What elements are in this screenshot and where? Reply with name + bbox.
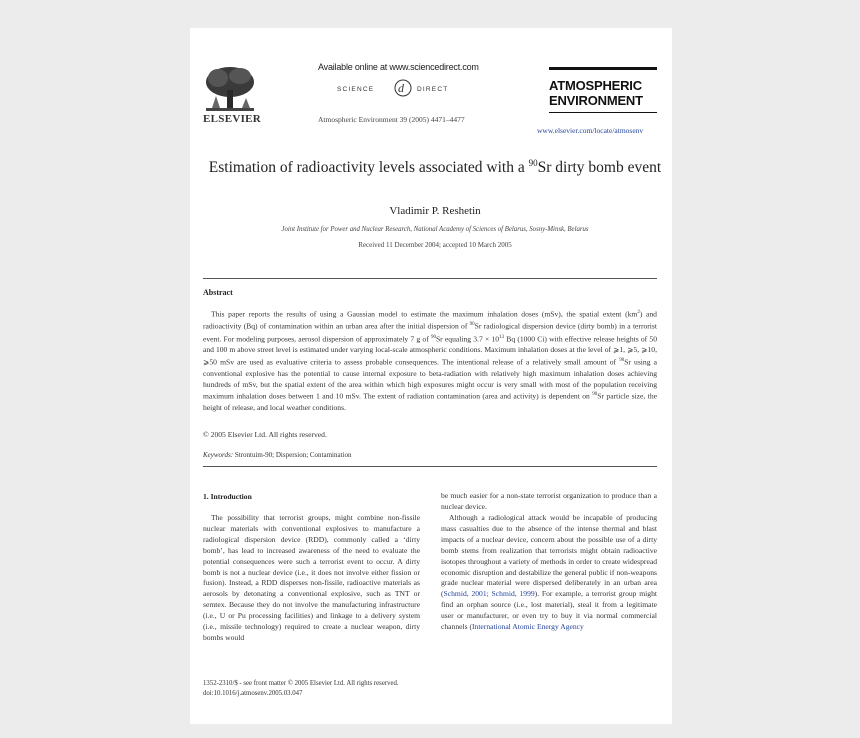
title-text-2: Sr dirty bomb event	[537, 159, 662, 177]
footer-front-matter	[203, 679, 399, 699]
abstract-seg-e: Bq (1000 Ci) with effective release heights of 50 and 100 m above street level is estimated under varying local-scale atmospheric conditions. Maximum inhalation doses at the level of ⩾1, ⩾5, ⩾10, ⩾50 mSv are used as evaluative criteria to assess probable consequences. The intentional release of a relatively small amount of	[203, 334, 658, 367]
abstract-heading: Abstract	[203, 288, 233, 297]
left-column-paragraph: The possibility that terrorist groups, might combine non-fissile nuclear materials with conventional explosives to manufacture a radiological dispersion device (RDD), commonly called a ‘dirty bomb’, has lead to increased awareness of the need to evaluate the potential consequences were such a terrorist event to occur. A dirty bomb is not a nuclear device (i.e., it does not involve either fission or fusion). Instead, a RDD disperses non-fissile, radioactive materials as aerosols by detonating a conventional explosive, such as TNT or semtex. Because they do not involve the manufacturing infrastructure (i.e., U or Pu processing facilities) and linkage to a delivery system (i.e., missile technology) required to create a nuclear weapon, dirty bombs would	[203, 513, 420, 642]
footer-line-1: 1352-2310/$ - see front matter © 2005 Elsevier Ltd. All rights reserved.	[203, 680, 399, 687]
title-superscript: 90	[528, 158, 538, 168]
keywords-label: Keywords:	[203, 451, 234, 459]
citation-iaea-link[interactable]: International Atomic Energy Agency	[472, 622, 584, 632]
article-in-press-banner: ARTICLE IN PRESS	[372, 41, 483, 53]
svg-text:SCIENCE: SCIENCE	[337, 86, 375, 93]
author-affiliation: Joint Institute for Power and Nuclear Research, National Academy of Sciences of Belarus, Sosny-Minsk, Belarus	[281, 226, 589, 233]
sciencedirect-logo	[335, 78, 485, 98]
elsevier-tree-logo	[202, 64, 258, 114]
abstract-sup-90b: 90	[430, 334, 436, 340]
abstract-sup-2: 2	[637, 310, 640, 315]
keywords-text: Strontuim-90; Dispersion; Contamination	[233, 451, 352, 459]
abstract-copyright: © 2005 Elsevier Ltd. All rights reserved.	[203, 430, 327, 439]
abstract-seg-f: Sr using a conventional explosive has the potential to cause internal exposure to beta-radiation with relatively high maximum inhalation doses achieving hundreds of mSv, but the spatial extent of the area within which high exposures might occur is very small with most of the population receiving maximum inhalation doses between 1 and 10 mSv. The extent of radiation contamination (area and activity) is dependent on	[203, 357, 657, 401]
svg-text:DIRECT: DIRECT	[417, 86, 449, 93]
journal-title-line1: ATMOSPHERIC	[549, 78, 642, 93]
abstract-rule-top	[203, 278, 657, 279]
received-dates: Received 11 December 2004; accepted 10 March 2005	[358, 241, 512, 249]
abstract-sup-90d: 90	[592, 392, 598, 398]
right-column-paragraph-1: be much easier for a non-state terrorist organization to produce than a nuclear device.	[441, 491, 657, 511]
journal-title-rule-bottom	[549, 112, 657, 113]
abstract-seg-d: Sr equaling 3.7 × 10	[435, 334, 500, 344]
footer-doi: doi:10.1016/j.atmosenv.2005.03.047	[203, 690, 303, 697]
available-online-text: Available online at www.sciencedirect.com	[318, 62, 479, 72]
abstract-seg-a: This paper reports the results of using a Gaussian model to estimate the maximum inhalation doses (mSv), the spatial extent (km	[211, 309, 638, 319]
title-text-1: Estimation of radioactivity levels associated with a	[208, 159, 529, 177]
right-para2-seg-a: Although a radiological attack would be incapable of producing mass casualties due to the absence of the intense thermal and blast impacts of a nuclear device, concern about the possible use of a dirty bomb stems from realization that terrorists might obtain radioactive isotopes throughout a variety of methods in order to create widespread economic disruption and destabilize the general public if non-weapons grade nuclear material were dispersed deliberately in an urban area (	[441, 513, 657, 599]
abstract-sup-90a: 90	[469, 322, 475, 328]
abstract-seg-g: Sr particle size, the height of release, and local weather conditions.	[203, 392, 658, 412]
citation-schmid-link[interactable]: Schmid, 2001; Schmid, 1999	[443, 589, 535, 599]
abstract-seg-b: ) and radioactivity (Bq) of contamination within an urban area after the initial dispersion of	[203, 309, 657, 331]
right-column-paragraph-2	[441, 513, 657, 633]
journal-title-line2: ENVIRONMENT	[549, 93, 643, 108]
abstract-sup-90c: 90	[619, 358, 625, 364]
author-name: Vladimir P. Reshetin	[389, 205, 481, 217]
abstract-seg-c: Sr radiological dispersion device (dirty bomb) in a terrorist event. For modeling purposes, aerosol dispersion of approximately 7 g of	[203, 321, 657, 344]
journal-url-link[interactable]: www.elsevier.com/locate/atmosenv	[537, 126, 644, 135]
abstract-text	[203, 308, 657, 414]
svg-text:d: d	[398, 81, 404, 95]
journal-title	[549, 78, 643, 108]
keywords	[203, 451, 352, 459]
journal-title-rule-top	[549, 67, 657, 70]
right-para2-seg-b: ). For example, a terrorist group might find an orphan source (i.e., lost material), steal it from a legitimate user or manufacturer, or even try to buy it via normal commercial channels (	[441, 589, 657, 632]
journal-reference: Atmospheric Environment 39 (2005) 4471–4477	[318, 115, 465, 124]
abstract-sup-13: 13	[499, 334, 505, 340]
publisher-name: ELSEVIER	[203, 113, 262, 125]
section-heading-introduction: 1. Introduction	[203, 492, 252, 501]
abstract-rule-bottom	[203, 466, 657, 467]
article-title	[200, 154, 670, 177]
